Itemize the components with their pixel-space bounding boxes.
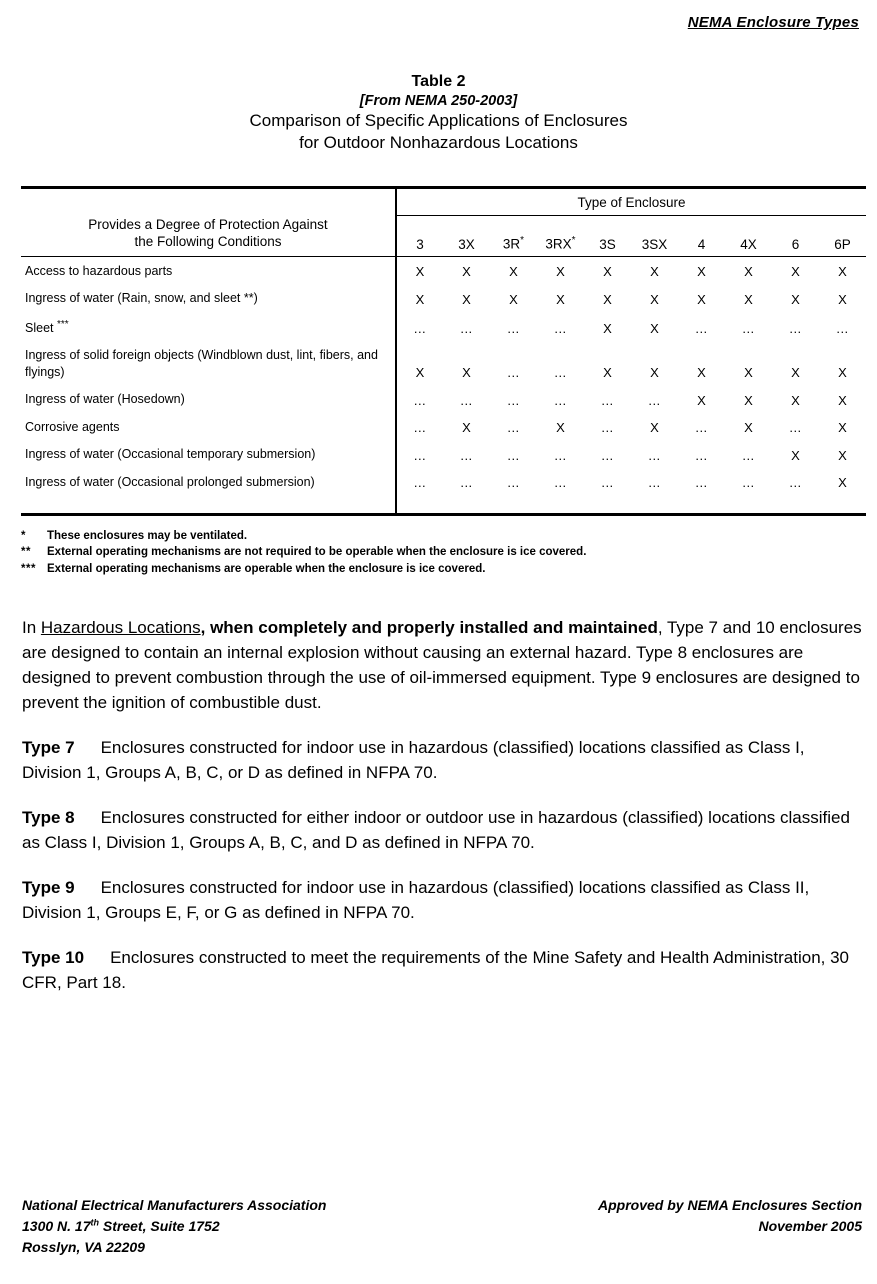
comparison-table-wrapper [21, 186, 866, 516]
type-label: Type 7 [22, 737, 75, 757]
column-header-3sx: 3SX [631, 216, 678, 257]
cell-3-3sx: X [650, 321, 659, 337]
table-row [21, 284, 866, 312]
group-header-blank-cell [21, 188, 396, 216]
cell-8-3rx: ... [554, 475, 567, 491]
cell-5-4x: X [744, 392, 753, 408]
cell-7-3rx: ... [554, 447, 567, 463]
cell-4-6: X [791, 365, 800, 381]
page-footer [22, 1195, 862, 1258]
cell-3-6p: ... [836, 321, 849, 337]
type-definitions [22, 736, 862, 996]
type-definition-type-9 [22, 876, 862, 926]
cell-6-3sx: X [650, 420, 659, 436]
cell-1-3rx: X [556, 264, 565, 280]
type-definition-type-8 [22, 806, 862, 856]
type-definition-type-7 [22, 736, 862, 786]
table-source-note: [From NEMA 250-2003] [359, 93, 518, 110]
row-condition-label: Ingress of solid foreign objects (Windblown dust, lint, fibers, and flyings) [25, 348, 378, 379]
footer-address-ordinal: th [90, 1217, 99, 1228]
intro-prefix: In [22, 618, 41, 637]
type-label: Type 10 [22, 947, 85, 967]
cell-1-6p: X [838, 264, 847, 280]
bottom-rule-cell [678, 495, 725, 515]
footer-city-state-zip: Rosslyn, VA 22209 [22, 1239, 145, 1255]
table-row [21, 413, 866, 441]
cell-2-3r: X [509, 291, 518, 307]
cell-7-3x: ... [460, 447, 473, 463]
cell-4-3: X [396, 341, 443, 385]
cell-6-6: ... [789, 420, 802, 436]
cell-6-4x: X [744, 420, 753, 436]
footer-organization-block [22, 1195, 326, 1258]
cell-1-6: X [791, 264, 800, 280]
cell-6-6p: X [838, 420, 847, 436]
bottom-rule-cell [584, 495, 631, 515]
cell-4-3r: ... [507, 365, 520, 381]
cell-3-3: ... [396, 312, 443, 342]
table-footnotes [21, 528, 866, 577]
table-subtitle-line2: for Outdoor Nonhazardous Locations [299, 132, 578, 152]
footnote-marker: * [21, 530, 26, 542]
table-group-header-row [21, 188, 866, 216]
cell-5-4: X [697, 392, 706, 408]
cell-7-4: ... [695, 447, 708, 463]
footer-date: November 2005 [758, 1218, 862, 1234]
bottom-rule-cell [819, 495, 866, 515]
footer-approval-block [598, 1195, 862, 1258]
cell-2-3s: X [603, 291, 612, 307]
cell-5-3: ... [396, 385, 443, 413]
cell-2-3: X [396, 284, 443, 312]
bottom-rule-cell [772, 495, 819, 515]
cell-6-4: ... [695, 420, 708, 436]
row-condition-label: Ingress of water (Occasional prolonged submersion) [25, 474, 315, 489]
cell-1-3x: X [462, 264, 471, 280]
cell-4-3sx: X [650, 365, 659, 381]
cell-5-3rx: ... [554, 392, 567, 408]
cell-2-6: X [791, 291, 800, 307]
cell-5-3x: ... [460, 392, 473, 408]
type-label: Type 8 [22, 807, 75, 827]
cell-7-3s: ... [601, 447, 614, 463]
cell-6-3r: ... [507, 420, 520, 436]
row-condition-label: Ingress of water (Occasional temporary submersion) [25, 447, 316, 462]
type-definition-type-10 [22, 946, 862, 996]
column-header-3rx: 3RX* [537, 216, 584, 257]
footer-address-post: Street, Suite 1752 [99, 1218, 220, 1234]
footer-address-pre: 1300 N. 17 [22, 1218, 91, 1234]
cell-7-3sx: ... [648, 447, 661, 463]
type-description: Enclosures constructed for either indoor or outdoor use in hazardous (classified) locations classified as Class I, Division 1, Groups A, B, C, and D as defined in NFPA 70. [22, 807, 850, 852]
cell-4-3x: X [462, 365, 471, 381]
cell-2-4x: X [744, 291, 753, 307]
intro-paragraph [22, 616, 862, 716]
column-header-6p: 6P [819, 216, 866, 257]
cell-8-3: ... [396, 468, 443, 496]
cell-4-6p: X [838, 365, 847, 381]
row-condition-label: Corrosive agents [25, 419, 120, 434]
cell-7-3: ... [396, 440, 443, 468]
cell-3-3r: ... [507, 321, 520, 337]
type-description: Enclosures constructed for indoor use in hazardous (classified) locations classified as Class II, Division 1, Groups E, F, or G as defined in NFPA 70. [22, 877, 810, 922]
cell-5-3sx: ... [648, 392, 661, 408]
comparison-table [21, 186, 866, 516]
cell-1-4x: X [744, 264, 753, 280]
running-header: NEMA Enclosure Types [687, 14, 859, 31]
column-header-4: 4 [678, 216, 725, 257]
row-condition-label: Sleet *** [25, 318, 69, 335]
cell-3-3s: X [603, 321, 612, 337]
cell-1-4: X [697, 264, 706, 280]
cell-5-6: X [791, 392, 800, 408]
cell-3-6: ... [789, 321, 802, 337]
cell-7-4x: ... [742, 447, 755, 463]
cell-5-6p: X [838, 392, 847, 408]
bottom-rule-cell [725, 495, 772, 515]
cell-7-6p: X [838, 447, 847, 463]
cell-8-3sx: ... [648, 475, 661, 491]
footnote-3 [21, 561, 866, 577]
cell-3-4x: ... [742, 321, 755, 337]
bottom-rule-left [21, 495, 396, 515]
cell-1-3: X [396, 256, 443, 284]
cell-7-6: X [791, 447, 800, 463]
table-row [21, 312, 866, 342]
footnote-1 [21, 528, 866, 544]
table-row [21, 341, 866, 385]
column-header-3r: 3R* [490, 216, 537, 257]
footnote-marker: ** [21, 546, 31, 559]
footnote-text: External operating mechanisms are operable when the enclosure is ice covered. [47, 562, 486, 575]
bottom-rule-cell [490, 495, 537, 515]
column-header-3x: 3X [443, 216, 490, 257]
cell-1-3s: X [603, 264, 612, 280]
column-header-3: 3 [396, 216, 443, 257]
table-number: Table 2 [411, 73, 466, 90]
cell-7-3r: ... [507, 447, 520, 463]
cell-4-3s: X [603, 365, 612, 381]
intro-underlined-term: Hazardous Locations [40, 618, 201, 637]
cell-4-4x: X [744, 365, 753, 381]
cell-2-6p: X [838, 291, 847, 307]
row-condition-label: Ingress of water (Rain, snow, and sleet **) [25, 291, 258, 306]
cell-8-6: ... [789, 475, 802, 491]
table-title-block [0, 72, 877, 153]
footnote-2 [21, 544, 866, 560]
cell-4-3rx: ... [554, 365, 567, 381]
cell-8-4: ... [695, 475, 708, 491]
cell-8-3r: ... [507, 475, 520, 491]
table-subtitle-line1: Comparison of Specific Applications of Enclosures [249, 111, 628, 131]
intro-rest: , Type 7 and 10 enclosures are designed to contain an internal explosion without causing an external hazard. Type 8 enclosures are designed to prevent combustion through the use of oil-immersed equipment. Type 9 enclosures are designed to prevent the ignition of combustible dust. [22, 618, 862, 712]
footer-approved-by: Approved by NEMA Enclosures Section [598, 1197, 862, 1213]
footer-street-address [22, 1216, 326, 1237]
footer-org-name: National Electrical Manufacturers Association [22, 1197, 327, 1213]
cell-8-3s: ... [601, 475, 614, 491]
type-of-enclosure-header: Type of Enclosure [396, 188, 866, 216]
bottom-rule-cell [631, 495, 678, 515]
cell-4-4: X [697, 365, 706, 381]
bottom-rule-cell [443, 495, 490, 515]
row-condition-label: Ingress of water (Hosedown) [25, 392, 185, 407]
table-row [21, 468, 866, 496]
cell-5-3s: ... [601, 392, 614, 408]
intro-bold-clause: , when completely and properly installed and maintained [200, 618, 658, 637]
column-header-3s: 3S [584, 216, 631, 257]
cell-3-3rx: ... [554, 321, 567, 337]
cell-2-3rx: X [556, 291, 565, 307]
cell-8-3x: ... [460, 475, 473, 491]
cell-2-4: X [697, 291, 706, 307]
condition-column-header: Provides a Degree of Protection Against the Following Conditions [21, 216, 396, 257]
cell-2-3sx: X [650, 291, 659, 307]
row-condition-label: Access to hazardous parts [25, 263, 173, 278]
table-row [21, 385, 866, 413]
table-row [21, 256, 866, 284]
cell-2-3x: X [462, 291, 471, 307]
body-text [22, 616, 862, 996]
cell-3-4: ... [695, 321, 708, 337]
table-bottom-rule-row [21, 495, 866, 515]
type-description: Enclosures constructed for indoor use in hazardous (classified) locations classified as Class I, Division 1, Groups A, B, C, or D as defined in NFPA 70. [22, 737, 805, 782]
type-label: Type 9 [22, 877, 75, 897]
bottom-rule-cell [537, 495, 584, 515]
footnote-text: These enclosures may be ventilated. [47, 530, 248, 542]
table-column-header-row [21, 216, 866, 257]
bottom-rule-cell [396, 495, 443, 515]
footnote-marker: *** [21, 562, 36, 575]
column-header-6: 6 [772, 216, 819, 257]
cell-5-3r: ... [507, 392, 520, 408]
cell-8-6p: X [838, 475, 847, 491]
cell-3-3x: ... [460, 321, 473, 337]
cell-1-3sx: X [650, 264, 659, 280]
footnote-text: External operating mechanisms are not required to be operable when the enclosure is ice covered. [47, 546, 587, 559]
type-description: Enclosures constructed to meet the requirements of the Mine Safety and Health Administration, 30 CFR, Part 18. [22, 947, 850, 992]
column-header-4x: 4X [725, 216, 772, 257]
cell-1-3r: X [509, 264, 518, 280]
cell-6-3x: X [462, 420, 471, 436]
cell-6-3: ... [396, 413, 443, 441]
cell-6-3rx: X [556, 420, 565, 436]
cell-8-4x: ... [742, 475, 755, 491]
table-row [21, 440, 866, 468]
cell-6-3s: ... [601, 420, 614, 436]
